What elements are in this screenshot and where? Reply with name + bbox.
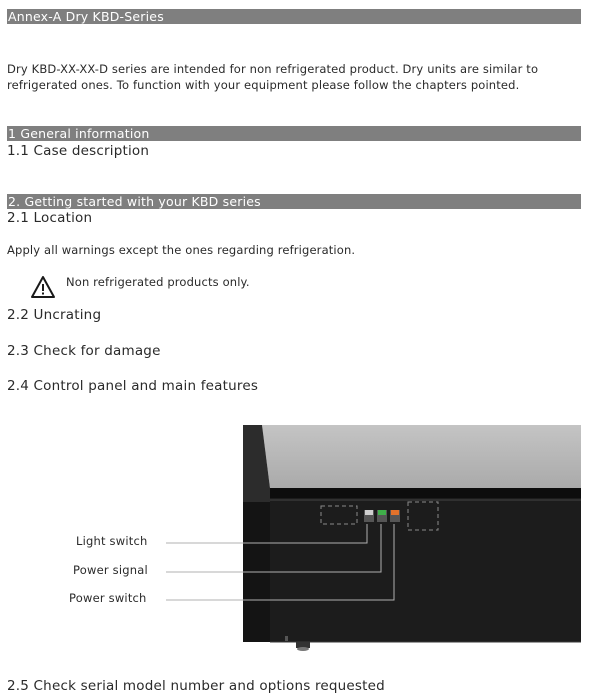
heading-2-5-serial-number: 2.5 Check serial model number and options requested	[7, 678, 385, 694]
callout-power-signal: Power signal	[73, 563, 148, 577]
annex-title-bar: Annex-A Dry KBD-Series	[7, 9, 581, 24]
switch-light	[364, 510, 374, 522]
switch-power	[390, 510, 400, 522]
location-text: Apply all warnings except the ones regarding refrigeration.	[7, 243, 356, 257]
section-2-title-bar: 2. Getting started with your KBD series	[7, 194, 581, 209]
callout-light-switch: Light switch	[76, 534, 148, 548]
heading-1-1-case-description: 1.1 Case description	[7, 143, 150, 159]
warning-triangle-icon	[30, 275, 56, 299]
callout-power-switch: Power switch	[69, 591, 147, 605]
annex-intro-paragraph: Dry KBD-XX-XX-D series are intended for non refrigerated product. Dry units are similar to refrigerated ones. To function with your equipment please follow the chapters pointed.	[7, 62, 539, 92]
switch-power-signal	[377, 510, 387, 522]
warning-text: Non refrigerated products only.	[66, 275, 250, 289]
heading-2-2-uncrating: 2.2 Uncrating	[7, 307, 102, 323]
heading-2-4-control-panel: 2.4 Control panel and main features	[7, 378, 259, 394]
section-1-title-bar: 1 General information	[7, 126, 581, 141]
heading-2-3-check-damage: 2.3 Check for damage	[7, 343, 161, 359]
cabinet-body	[243, 425, 581, 642]
heading-2-1-location: 2.1 Location	[7, 210, 93, 226]
